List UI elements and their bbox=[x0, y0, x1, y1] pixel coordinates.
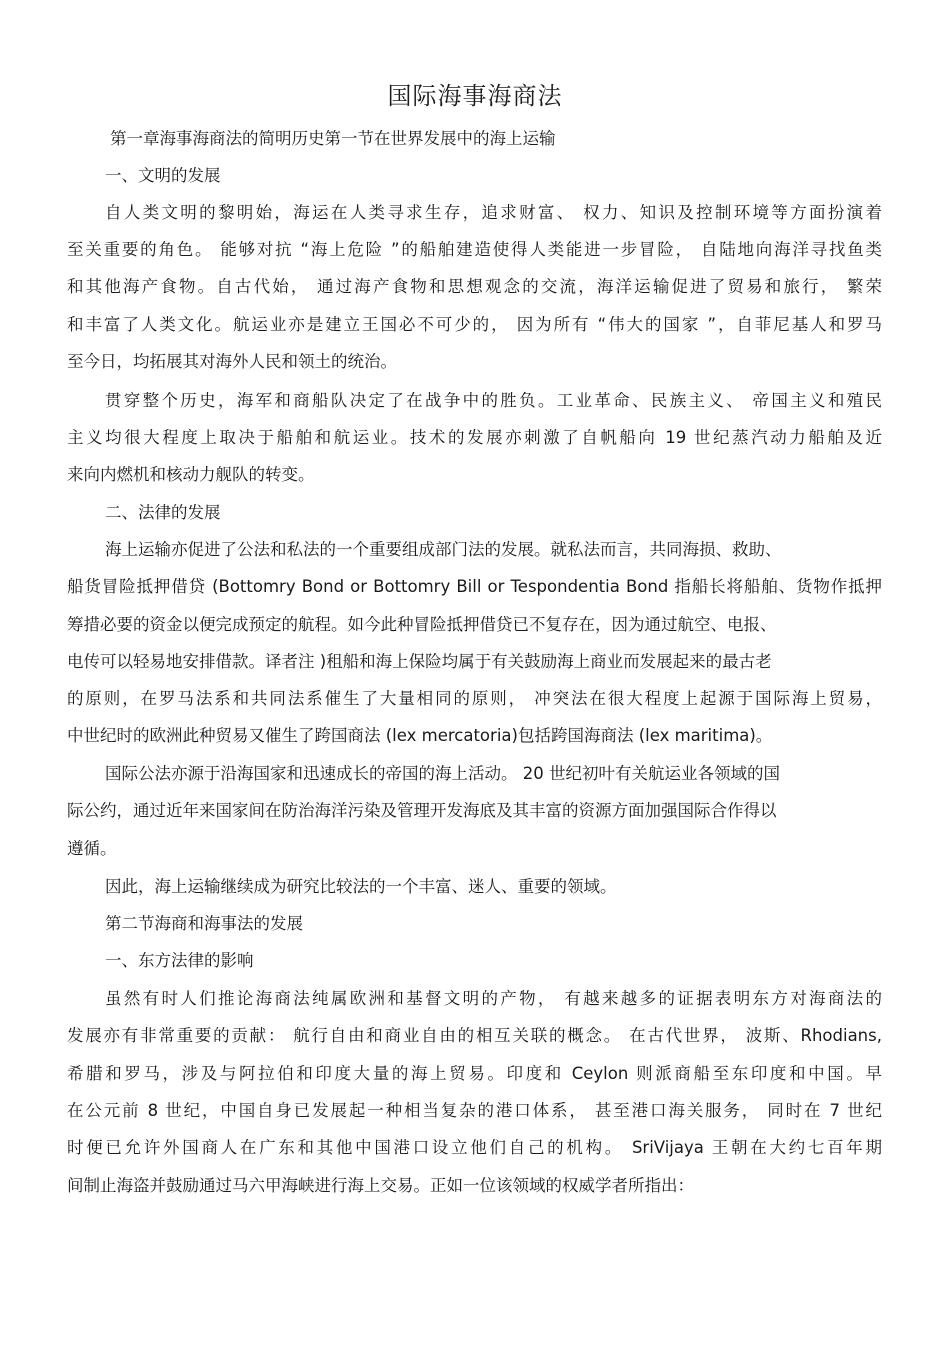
section-heading: 二、法律的发展 bbox=[105, 503, 221, 522]
paragraph-line: 和丰富了人类文化。航运业亦是建立王国必不可少的， 因为所有 “伟大的国家 ”，自菲尼基人和罗马 bbox=[67, 315, 882, 334]
section-heading: 一、东方法律的影响 bbox=[105, 951, 254, 970]
paragraph-line: 至关重要的角色。 能够对抗 “海上危险 ”的船舶建造使得人类能进一步冒险， 自陆地向海洋寻找鱼类 bbox=[67, 240, 882, 259]
paragraph-line: 海上运输亦促进了公法和私法的一个重要组成部门法的发展。就私法而言，共同海损、救助、 bbox=[105, 540, 782, 559]
paragraph-line: 遵循。 bbox=[67, 839, 117, 858]
paragraph-line: 际公约，通过近年来国家间在防治海洋污染及管理开发海底及其丰富的资源方面加强国际合作得以 bbox=[67, 801, 777, 820]
paragraph-line: 主义均很大程度上取决于船舶和航运业。技术的发展亦刺激了自帆船向 19 世纪蒸汽动力船舶及近 bbox=[67, 428, 882, 447]
chapter-heading: 第一章海事海商法的简明历史第一节在世界发展中的海上运输 bbox=[110, 129, 556, 148]
section-heading: 一、文明的发展 bbox=[105, 166, 221, 185]
paragraph-line: 筹措必要的资金以便完成预定的航程。如今此种冒险抵押借贷已不复存在，因为通过航空、电报、 bbox=[67, 615, 777, 634]
paragraph-line: 希腊和罗马，涉及与阿拉伯和印度大量的海上贸易。印度和 Ceylon 则派商船至东印度和中国。早 bbox=[67, 1064, 882, 1083]
document-title: 国际海事海商法 bbox=[387, 82, 563, 110]
paragraph-line: 的原则，在罗马法系和共同法系催生了大量相同的原则， 冲突法在很大程度上起源于国际海上贸易， bbox=[67, 689, 882, 708]
paragraph-line: 船货冒险抵押借贷 (Bottomry Bond or Bottomry Bill or Tespondentia Bond 指船长将船舶、货物作抵押 bbox=[67, 577, 882, 596]
paragraph-line: 发展亦有非常重要的贡献： 航行自由和商业自由的相互关联的概念。 在古代世界， 波斯、Rhodians, bbox=[67, 1026, 882, 1045]
paragraph-line: 电传可以轻易地安排借款。译者注 )租船和海上保险均属于有关鼓励海上商业而发展起来的最古老 bbox=[67, 652, 772, 671]
paragraph-line: 至今日，均拓展其对海外人民和领土的统治。 bbox=[67, 352, 397, 371]
paragraph-line: 贯穿整个历史，海军和商船队决定了在战争中的胜负。工业革命、民族主义、 帝国主义和殖民 bbox=[105, 391, 882, 410]
paragraph-line: 在公元前 8 世纪，中国自身已发展起一种相当复杂的港口体系， 甚至港口海关服务， 同时在 7 世纪 bbox=[67, 1101, 882, 1120]
paragraph-line: 国际公法亦源于沿海国家和迅速成长的帝国的海上活动。 20 世纪初叶有关航运业各领域的国 bbox=[105, 764, 780, 783]
paragraph-line: 中世纪时的欧洲此种贸易又催生了跨国商法 (lex mercatoria)包括跨国海商法 (lex maritima)。 bbox=[67, 726, 773, 745]
paragraph-line: 和其他海产食物。自古代始， 通过海产食物和思想观念的交流，海洋运输促进了贸易和旅行， 繁荣 bbox=[67, 277, 882, 296]
paragraph-line: 来向内燃机和核动力舰队的转变。 bbox=[67, 465, 315, 484]
paragraph-line: 时便已允许外国商人在广东和其他中国港口设立他们自己的机构。 SriVijaya 王朝在大约七百年期 bbox=[67, 1138, 882, 1157]
section-heading: 第二节海商和海事法的发展 bbox=[105, 914, 303, 933]
paragraph-line: 自人类文明的黎明始，海运在人类寻求生存，追求财富、 权力、知识及控制环境等方面扮演着 bbox=[105, 203, 882, 222]
paragraph-line: 虽然有时人们推论海商法纯属欧洲和基督文明的产物， 有越来越多的证据表明东方对海商法的 bbox=[105, 989, 882, 1008]
paragraph-line: 因此，海上运输继续成为研究比较法的一个丰富、迷人、重要的领域。 bbox=[105, 877, 617, 896]
paragraph-line: 间制止海盗并鼓励通过马六甲海峡进行海上交易。正如一位该领域的权威学者所指出： bbox=[67, 1176, 694, 1195]
